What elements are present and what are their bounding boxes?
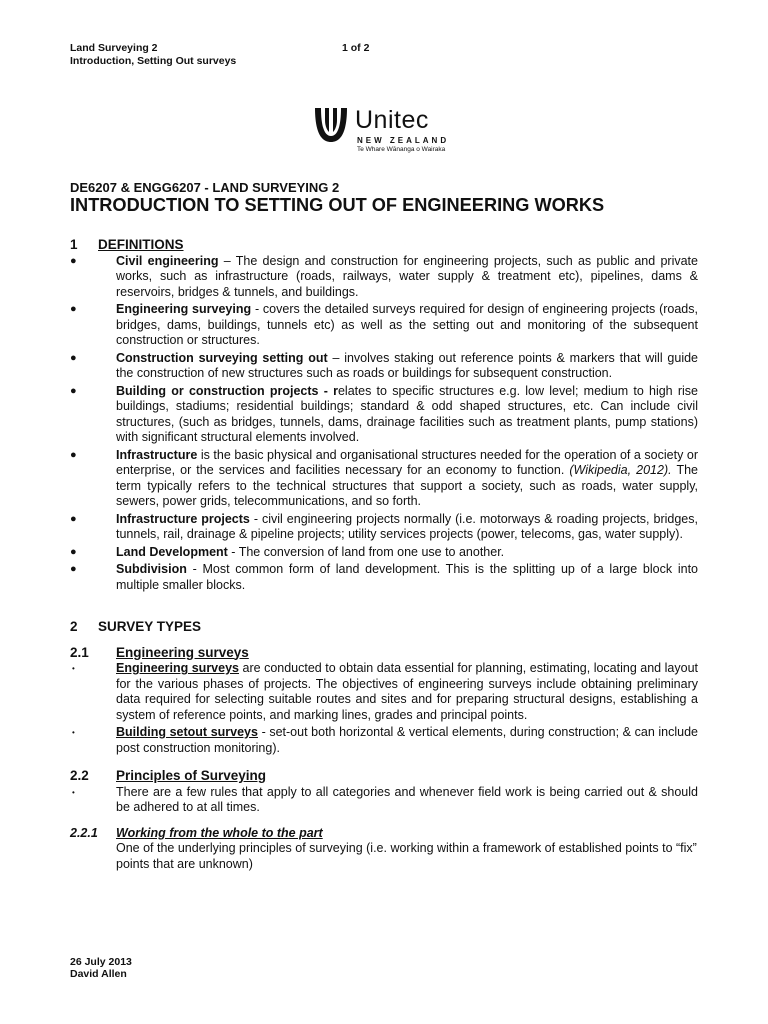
list-item: • There are a few rules that apply to all categories and whenever field work is being carried out & should be adhered to at all times. (72, 784, 698, 814)
list-item: ● Engineering surveying - covers the detailed surveys required for design of engineering projects (roads, bridges, dams, buildings, tunnels etc) as well as the setting out and monitoring of the subsequent construction or structures. (70, 302, 698, 347)
document-title: INTRODUCTION TO SETTING OUT OF ENGINEERING WORKS (70, 194, 605, 215)
section-heading (70, 619, 698, 635)
list-item: ● Building or construction projects - relates to specific structures e.g. low level; medium to high rise buildings, stadiums; residential buildings; standard & odd shaped structures, etc. Can include civil structures, (such as bridges, tunnels, dams, drainage facilities such as treatment plants, pump stations) with significant structural elements involved. (70, 383, 699, 444)
section-number: 1 (70, 237, 78, 252)
subsection-heading: 2.2 Principles of Surveying (70, 768, 267, 783)
list-item: ● Infrastructure is the basic physical and organisational structures needed for the operation of a society or enterprise, or the services and facilities necessary for an economy to function. (Wikipedia, 2012). The term typically refers to the technical structures that support a society, such as roads, water supply, sewers, power grids, telecommunications, and so forth. (70, 447, 698, 508)
subsection-heading: 2.1 Engineering surveys (70, 644, 249, 660)
section-number: 2 (70, 619, 78, 634)
list-item: ● Subdivision - Most common form of land development. This is the splitting up of a large block into multiple smaller blocks. (70, 562, 698, 592)
course-code: DE6207 & ENGG6207 - LAND SURVEYING 2 (70, 180, 340, 195)
list-item: ● Construction surveying setting out – involves staking out reference points & markers that will guide the construction of new structures such as roads or buildings for subsequent construction. (70, 350, 698, 380)
page-footer (70, 956, 132, 980)
paragraph: One of the underlying principles of surveying (i.e. working within a framework of established points to “fix” points that are unknown) (116, 841, 697, 871)
header-topic: Introduction, Setting Out surveys (70, 55, 237, 67)
header-page-number: 1 of 2 (342, 42, 370, 54)
list-item: ● Civil engineering – The design and construction for engineering projects, such as public and private works, such as infrastructure (roads, railways, water supply & treatment etc), pipelines, dams & reservoirs, bridges & tunnels, and buildings. (70, 253, 698, 299)
section-title: DEFINITIONS (98, 237, 184, 252)
unitec-emblem-icon (311, 106, 351, 146)
list-item: ● Land Development - The conversion of land from one use to another. (70, 544, 505, 559)
unitec-logo (311, 106, 461, 154)
logo-subtitle: NEW ZEALAND (357, 136, 450, 145)
logo-name: Unitec (355, 106, 429, 134)
list-item: ● Infrastructure projects - civil engineering projects normally (i.e. motorways & roading projects, bridges, tunnels, rail, drainage & pipeline projects; utility services projects (power, telecoms, gas, water supply). (70, 511, 698, 541)
subsubsection-heading: 2.2.1 Working from the whole to the part (70, 825, 323, 840)
document-body (70, 180, 698, 872)
section-heading (70, 237, 698, 253)
logo-tagline: Te Whare Wānanga o Wairaka (357, 146, 446, 153)
page-header (70, 42, 370, 68)
principles-list (70, 785, 698, 816)
survey-list (70, 661, 698, 756)
list-item: • Building setout surveys - set-out both horizontal & vertical elements, during construction; & can include post construction monitoring). (72, 725, 698, 755)
footer-author: David Allen (70, 968, 127, 980)
list-item: • Engineering surveys are conducted to obtain data essential for planning, estimating, locating and layout for the various phases of projects. The objectives of engineering surveys include obtaining preliminary data required for selecting suitable routes and sites and for preparing structural designs, establishing a system of reference points, and marking lines, grades and principal points. (72, 661, 698, 722)
definitions-list (70, 254, 698, 594)
header-course: Land Surveying 2 (70, 42, 158, 54)
section-title: SURVEY TYPES (98, 619, 202, 634)
footer-date: 26 July 2013 (70, 956, 132, 968)
